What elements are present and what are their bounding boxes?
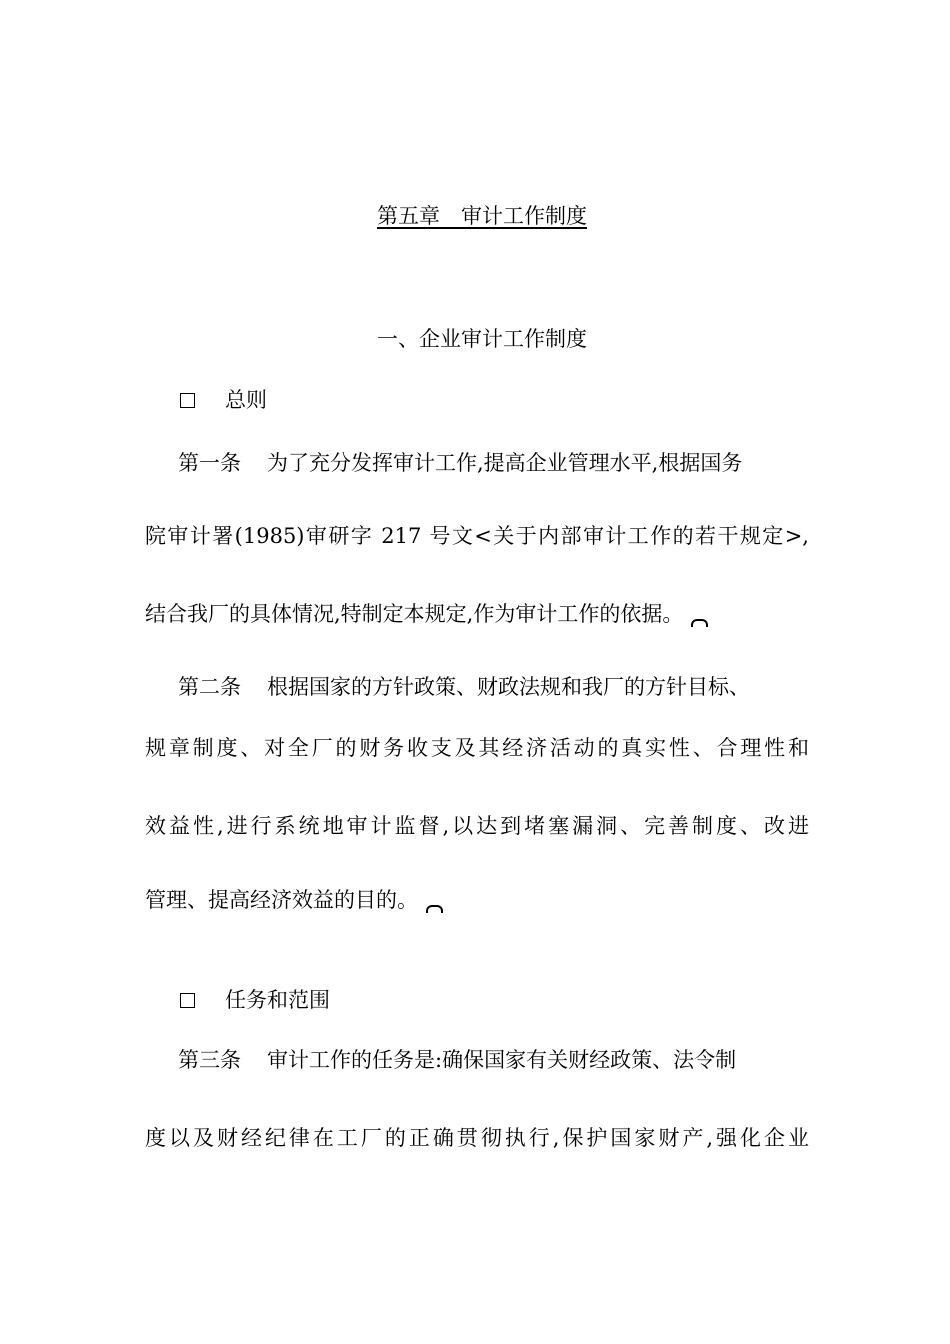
article-2-line-1 [178,673,750,701]
article-2-label: 第二条 [178,675,241,699]
heading-tasks-scope-label: 任务和范围 [225,988,330,1012]
article-1-text-3: 结合我厂的具体情况,特制定本规定,作为审计工作的依据。 [145,602,684,626]
article-2-line-4 [145,886,443,914]
article-2-line-3: 效益性,进行系统地审计监督,以达到堵塞漏洞、完善制度、改进 [145,814,809,838]
paragraph-end-mark-icon [691,619,708,627]
article-1-line-3 [145,600,708,628]
chapter-title: 第五章 审计工作制度 [377,204,587,228]
article-3-text-1: 审计工作的任务是:确保国家有关财经政策、法令制 [267,1048,737,1072]
article-2-text-1: 根据国家的方针政策、财政法规和我厂的方针目标、 [267,675,750,699]
heading-general [180,386,267,414]
article-1-line-2: 院审计署(1985)审研字 217 号文<关于内部审计工作的若干规定>, [145,524,809,548]
article-1-text-1: 为了充分发挥审计工作,提高企业管理水平,根据国务 [267,451,743,475]
section-title: 一、企业审计工作制度 [377,327,587,351]
article-3-line-2: 度以及财经纪律在工厂的正确贯彻执行,保护国家财产,强化企业 [145,1126,809,1150]
paragraph-end-mark-icon [426,905,443,913]
article-1-label: 第一条 [178,451,241,475]
article-2-text-4: 管理、提高经济效益的目的。 [145,888,418,912]
square-box-icon [180,393,195,408]
article-3-label: 第三条 [178,1048,241,1072]
article-3-line-1 [178,1046,736,1074]
heading-general-label: 总则 [225,388,267,412]
article-2-line-2: 规章制度、对全厂的财务收支及其经济活动的真实性、合理性和 [145,736,809,760]
article-1-line-1 [178,449,742,477]
heading-tasks-scope [180,986,330,1014]
square-box-icon [180,993,195,1008]
